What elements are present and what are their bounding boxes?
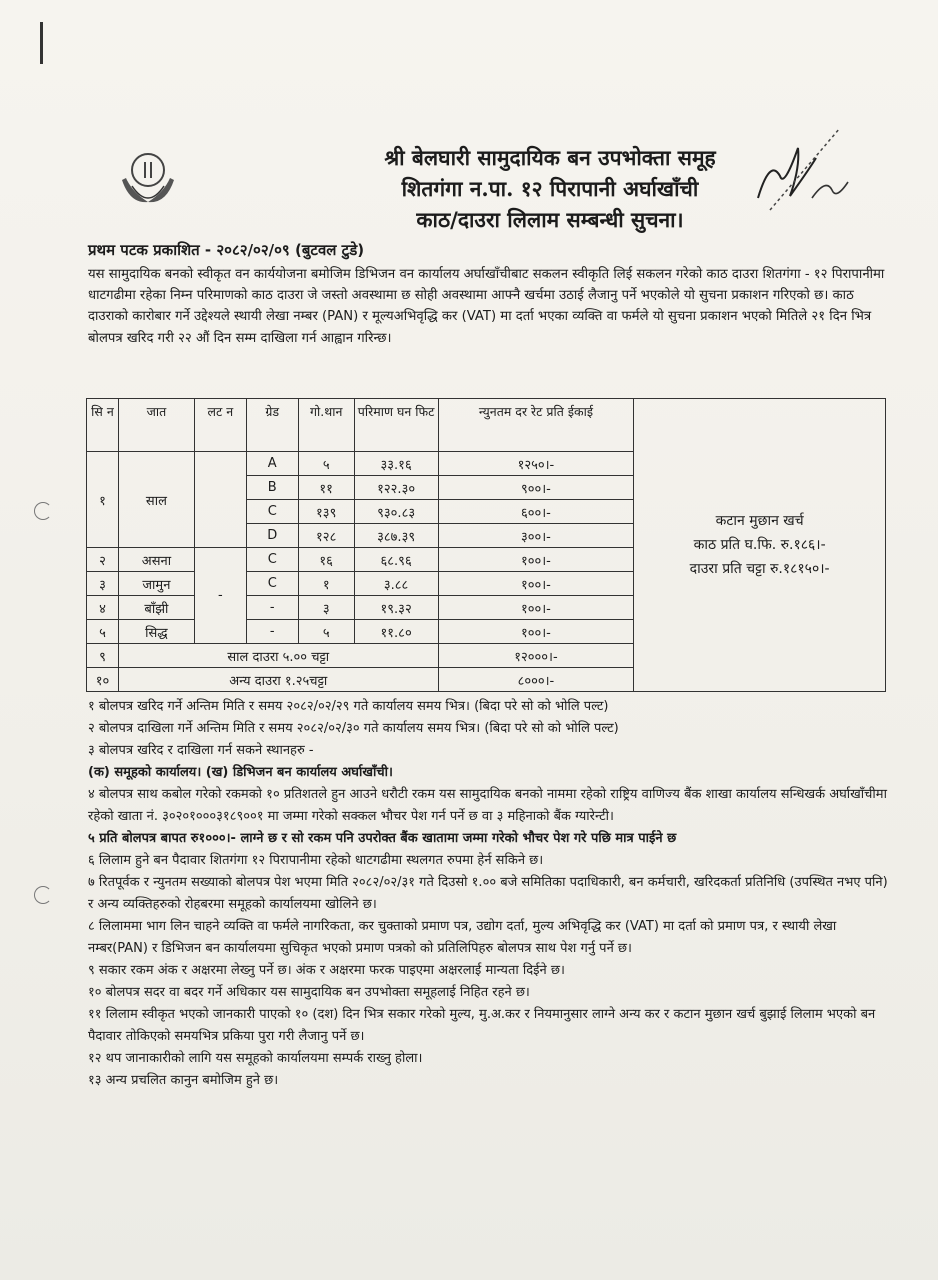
header-cell: न्युनतम दर रेट प्रति ईकाई [438,399,634,452]
cell-grade: D [246,524,298,548]
cell-rate: १२०००।- [438,644,634,668]
cell-volume: ३८७.३९ [354,524,438,548]
cell-qty: १२८ [298,524,354,548]
signature-icon [740,118,860,228]
term-item: १३ अन्य प्रचलित कानुन बमोजिम हुने छ। [88,1073,279,1088]
cell-species: साल [118,452,194,548]
cell-rate: १२५०।- [438,452,634,476]
cell-qty: ३ [298,596,354,620]
scan-mark [40,22,43,64]
cell-species: सिद्ध [118,620,194,644]
term-item: २ बोलपत्र दाखिला गर्ने अन्तिम मिति र समय २०८२/०२/३० गते कार्यालय समय भित्र। (बिदा परे सो को भोलि पल्ट) [88,721,619,736]
org-address: शितगंगा न.पा. १२ पिरापानी अर्घाखाँची [401,176,699,201]
cell-grade: A [246,452,298,476]
cell-rate: ३००।- [438,524,634,548]
cell-rate: १००।- [438,596,634,620]
cell-volume: ३.८८ [354,572,438,596]
cell-rate: ८०००।- [438,668,634,692]
term-item: ७ रितपूर्वक र न्युनतम सख्याको बोलपत्र पेश भएमा मिति २०८२/०२/३१ गते दिउसो १.०० बजे समितिका पदाधिकारी, बन कर्मचारी, खरिदकर्ता प्रतिनिधि (उपस्थित नभए पनि) र अन्य व्यक्तिहरुको रोहबरमा समूहको कार्यालयमा खोलिने छ। [88,875,888,912]
term-item: ९ सकार रकम अंक र अक्षरमा लेख्नु पर्ने छ। अंक र अक्षरमा फरक पाइएमा अक्षरलाई मान्यता दिईने छ। [88,963,565,978]
cell-qty: ११ [298,476,354,500]
header-cell: लट न [194,399,246,452]
cell-volume: १९.३२ [354,596,438,620]
cell-qty: ५ [298,620,354,644]
auction-table [86,398,886,692]
term-item: १२ थप जानाकारीको लागि यस समूहको कार्यालयमा सम्पर्क राख्नु होला। [88,1051,423,1066]
cell-grade: - [246,620,298,644]
felling-cost-title: कटान मुछान खर्च [715,513,804,529]
term-item: १ बोलपत्र खरिद गर्ने अन्तिम मिति र समय २०८२/०२/२९ गते कार्यालय समय भित्र। (बिदा परे सो को भोलि पल्ट) [88,699,609,714]
cell-sn: ३ [87,572,119,596]
felling-cost-timber: काठ प्रति घ.फि. रु.१८६।- [693,537,826,553]
cell-sn: ९ [87,644,119,668]
cell-firewood-desc: साल दाउरा ५.०० चट्टा [118,644,438,668]
cell-qty: १३९ [298,500,354,524]
publication-line: प्रथम पटक प्रकाशित - २०८२/०२/०९ (बुटवल टुडे) [88,241,365,259]
cell-volume: ९३०.८३ [354,500,438,524]
cell-grade: C [246,500,298,524]
felling-cost-cell [634,399,886,692]
term-item: ५ प्रति बोलपत्र बापत रु१०००।- लाग्ने छ र सो रकम पनि उपरोक्त बैंक खातामा जम्मा गरेको भौचर पेश गरे पछि मात्र पाईने छ [88,831,677,846]
cell-sn: ४ [87,596,119,620]
cell-qty: ५ [298,452,354,476]
cell-lot: - [194,548,246,644]
term-item: ८ लिलाममा भाग लिन चाहने व्यक्ति वा फर्मले नागरिकता, कर चुक्ताको प्रमाण पत्र, उद्योग दर्ता, मुल्य अभिवृद्धि कर (VAT) मा दर्ता को प्रमाण पत्र, र स्थायी लेखा नम्बर(PAN) र डिभिजन बन कार्यालयमा सुचिकृत भएको प्रमाण पत्रको को प्रतिलिपिहरु बोलपत्र साथ पेश गर्नु पर्ने छ। [88,919,837,956]
header-cell: जात [118,399,194,452]
punch-hole-icon [34,502,52,520]
cell-firewood-desc: अन्य दाउरा १.२५चट्टा [118,668,438,692]
cell-rate: ९००।- [438,476,634,500]
cell-rate: ६००।- [438,500,634,524]
cell-grade: - [246,596,298,620]
cell-rate: १००।- [438,620,634,644]
cell-volume: ३३.१६ [354,452,438,476]
header-cell: सि न [87,399,119,452]
header-cell: ग्रेड [246,399,298,452]
cell-species: जामुन [118,572,194,596]
term-item: ४ बोलपत्र साथ कबोल गरेको रकमको १० प्रतिशतले हुन आउने धरौटी रकम यस सामुदायिक बनको नाममा रहेको राष्ट्रिय वाणिज्य बैंक शाखा कार्यालय सन्धिखर्क अर्घाखाँचीमा रहेको खाता नं. ३०२०१०००३१८९००१ मा जम्मा गरेको सक्कल भौचर पेश गर्न पर्ने छ वा ३ महिनाको बैंक ग्यारेन्टी। [88,787,887,824]
cell-sn: १० [87,668,119,692]
cell-sn: १ [87,452,119,548]
notice-title: काठ/दाउरा लिलाम सम्बन्धी सुचना। [416,207,684,232]
terms-list [88,696,888,1092]
header-cell: गो.थान [298,399,354,452]
cell-volume: १२२.३० [354,476,438,500]
cell-species: असना [118,548,194,572]
cell-qty: १६ [298,548,354,572]
cell-grade: B [246,476,298,500]
term-item: ११ लिलाम स्वीकृत भएको जानकारी पाएको १० (दश) दिन भित्र सकार गरेको मुल्य, मु.अ.कर र नियमानुसार लाग्ने अन्य कर र कटान मुछान खर्च बुझाई लिलाम भएको बन पैदावार तोकिएको समयभित्र प्रकिया पुरा गरी लैजानु पर्ने छ। [88,1007,876,1044]
cell-lot [194,452,246,548]
cell-grade: C [246,548,298,572]
cell-species: बाँझी [118,596,194,620]
term-item: ३ बोलपत्र खरिद र दाखिला गर्न सकने स्थानहरु - [88,743,314,758]
notice-header [290,142,810,235]
term-item: ६ लिलाम हुने बन पैदावार शितगंगा १२ पिरापानीमा रहेको धाटगढीमा स्थलगत रुपमा हेर्न सकिने छ। [88,853,544,868]
header-cell: परिमाण घन फिट [354,399,438,452]
cell-grade: C [246,572,298,596]
term-item: १० बोलपत्र सदर वा बदर गर्ने अधिकार यस सामुदायिक बन उपभोक्ता समूहलाई निहित रहने छ। [88,985,530,1000]
intro-paragraph: यस सामुदायिक बनको स्वीकृत वन कार्ययोजना बमोजिम डिभिजन वन कार्यालय अर्घाखाँचीबाट सकलन स्वीकृति लिई सकलन गरेको काठ दाउरा शितगंगा - १२ पिरापानीमा धाटगढीमा रहेका निम्न परिमाणको काठ दाउरा जे जस्तो अवस्थामा छ सोही अवस्थामा आफ्नै खर्चमा उठाई लैजानु पर्ने भएकोले यो सुचना प्रकाशन गरिएको छ। काठ दाउराको कारोबार गर्ने उद्देश्यले स्थायी लेखा नम्बर (PAN) र मूल्यअभिवृद्धि कर (VAT) मा दर्ता भएका व्यक्ति वा फर्मले यो सुचना प्रकाशन भएको मितिले २१ दिन भित्र बोलपत्र खरिद गरी २२ औं दिन सम्म दाखिला गर्न आह्वान गरिन्छ। [88,267,885,346]
cell-qty: १ [298,572,354,596]
cell-sn: २ [87,548,119,572]
punch-hole-icon [34,886,52,904]
cell-rate: १००।- [438,548,634,572]
community-forest-logo-icon [112,140,184,212]
cell-volume: ६८.९६ [354,548,438,572]
org-name: श्री बेलघारी सामुदायिक बन उपभोक्ता समूह [384,145,716,170]
cell-sn: ५ [87,620,119,644]
cell-volume: ११.८० [354,620,438,644]
felling-cost-firewood: दाउरा प्रति चट्टा रु.१८१५०।- [689,561,830,577]
term-item: (क) समूहको कार्यालय। (ख) डिभिजन बन कार्यालय अर्घाखाँची। [88,765,393,780]
cell-rate: १००।- [438,572,634,596]
table-header-row [87,399,886,452]
